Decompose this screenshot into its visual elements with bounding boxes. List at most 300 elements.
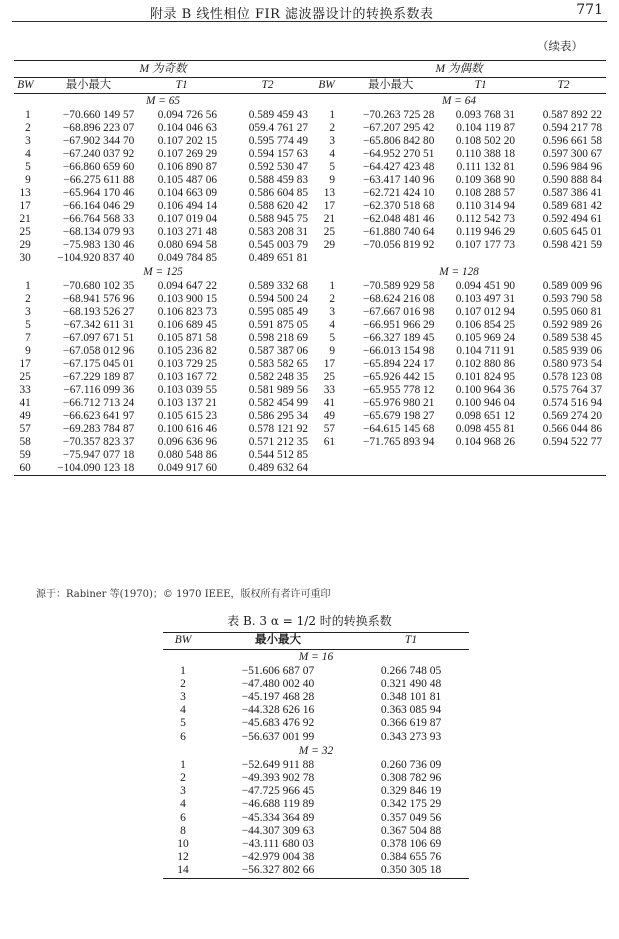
odd-t2-cell: 0.589 332 68 — [248, 279, 309, 292]
source-note: 源于：Rabiner 等(1970)；© 1970 IEEE，版权所有者许可重印 — [36, 589, 331, 600]
even-minimax-cell: −67.207 295 42 — [363, 121, 435, 134]
t3-table-row — [163, 798, 469, 811]
even-bw-cell: 61 — [323, 435, 336, 448]
t3-minimax-cell: −44.328 626 16 — [241, 704, 315, 717]
odd-t1-cell: 0.106 890 87 — [157, 160, 218, 173]
odd-t1-cell: 0.106 823 73 — [157, 305, 218, 318]
t3-t1-cell: 0.363 085 94 — [380, 704, 442, 717]
even-t2-cell: 0.587 892 22 — [542, 108, 602, 121]
odd-t1-cell: 0.105 615 23 — [157, 409, 218, 422]
t3-bw-cell: 8 — [180, 824, 186, 837]
col-t1: T1 — [440, 78, 521, 94]
even-minimax-cell: −70.263 725 28 — [363, 108, 435, 121]
t3-t1-cell: 0.343 273 93 — [380, 730, 442, 743]
odd-t2-cell: 059.4 761 27 — [248, 121, 309, 134]
table-row — [14, 410, 606, 423]
odd-t1-cell: 0.105 236 82 — [157, 344, 218, 357]
t3-t1-cell: 0.342 175 29 — [380, 798, 442, 811]
table-b3 — [163, 632, 469, 879]
odd-t2-cell: 0.588 459 83 — [248, 173, 309, 186]
odd-t1-cell: 0.105 487 06 — [157, 173, 218, 186]
even-bw-cell — [312, 252, 341, 265]
odd-minimax-cell: −66.623 641 97 — [62, 409, 135, 422]
table-row — [14, 148, 606, 161]
table-row — [14, 280, 606, 293]
even-minimax-cell: −65.679 198 27 — [363, 409, 435, 422]
t3-table-row — [163, 812, 469, 825]
odd-t1-cell: 0.080 694 58 — [157, 238, 218, 251]
odd-t2-cell: 0.489 651 81 — [248, 251, 309, 264]
odd-minimax-cell: −66.764 568 33 — [62, 212, 135, 225]
t3-minimax-cell: −56.327 802 66 — [203, 864, 353, 878]
t3-bw-cell: 1 — [180, 758, 186, 771]
even-t2-cell: 0.594 217 78 — [542, 121, 602, 134]
odd-t1-cell: 0.049 784 85 — [157, 251, 218, 264]
t3-table-row — [163, 691, 469, 704]
odd-t1-cell: 0.106 689 45 — [157, 318, 218, 331]
even-t2-cell: 0.596 984 96 — [542, 160, 602, 173]
odd-t2-cell: 0.544 512 85 — [248, 448, 309, 461]
even-t2-cell: 0.597 300 67 — [542, 147, 602, 160]
even-t2-cell: 0.590 888 84 — [542, 173, 602, 186]
t3-m-value: M = 16 — [298, 650, 334, 663]
odd-minimax-cell: −68.134 079 93 — [62, 225, 135, 238]
even-minimax-cell: −70.589 929 58 — [363, 279, 435, 292]
t3-minimax-cell: −46.688 119 89 — [241, 798, 315, 811]
odd-t1-cell: 0.094 647 22 — [157, 279, 218, 292]
even-minimax-cell: −65.955 778 12 — [363, 383, 435, 396]
odd-minimax-cell: −67.097 671 51 — [62, 331, 135, 344]
even-minimax-cell: −63.417 140 96 — [363, 173, 435, 186]
even-minimax-cell — [341, 252, 440, 265]
odd-bw-cell: 57 — [19, 422, 31, 435]
even-bw-cell: 4 — [329, 147, 336, 160]
table-row — [14, 423, 606, 436]
odd-minimax-cell: −104.090 123 18 — [37, 462, 140, 476]
even-minimax-cell: −64.952 270 51 — [363, 147, 435, 160]
odd-t1-cell: 0.080 548 86 — [157, 448, 218, 461]
even-bw-cell — [312, 449, 341, 462]
t3-minimax-cell: −42.979 004 38 — [241, 851, 315, 864]
t3-m-subheader-row — [163, 650, 469, 665]
even-minimax-cell: −61.880 740 64 — [363, 225, 435, 238]
m-subheader-row — [14, 94, 606, 109]
t3-table-row — [163, 785, 469, 798]
t3-t1-cell: 0.357 049 56 — [380, 811, 442, 824]
t3-col-bw: BW — [163, 633, 203, 650]
col-t2: T2 — [521, 78, 606, 94]
odd-t1-cell: 0.104 663 09 — [157, 186, 218, 199]
odd-minimax-cell: −67.902 344 70 — [62, 134, 135, 147]
table-row — [14, 332, 606, 345]
even-t1-cell: 0.104 119 87 — [456, 121, 516, 134]
even-bw-cell: 25 — [323, 370, 336, 383]
odd-m-heading: M 为奇数 — [14, 61, 312, 78]
t3-minimax-cell: −45.334 364 89 — [241, 811, 315, 824]
even-bw-cell: 25 — [323, 225, 336, 238]
even-minimax-cell: −65.806 842 80 — [363, 134, 435, 147]
odd-bw-cell: 58 — [19, 435, 31, 448]
even-bw-cell: 21 — [323, 212, 336, 225]
odd-minimax-cell: −68.941 576 96 — [62, 292, 135, 305]
odd-bw-cell: 7 — [25, 331, 31, 344]
odd-t2-cell: 0.583 208 31 — [248, 225, 309, 238]
even-bw-cell: 17 — [323, 357, 336, 370]
even-bw-cell: 2 — [329, 292, 336, 305]
even-t1-cell: 0.110 388 18 — [456, 147, 516, 160]
t3-bw-cell: 5 — [180, 717, 186, 730]
even-minimax-cell — [341, 462, 440, 476]
t3-bw-cell: 3 — [180, 785, 186, 798]
odd-t2-cell: 0.592 530 47 — [248, 160, 309, 173]
table-row — [14, 358, 606, 371]
even-t2-cell — [521, 252, 606, 265]
even-t2-cell — [521, 462, 606, 476]
table-b3-title: 表 B. 3 α = 1/2 时的转换系数 — [227, 614, 392, 628]
even-minimax-cell: −62.370 518 68 — [363, 199, 435, 212]
even-t1-cell — [440, 449, 521, 462]
odd-minimax-cell: −69.283 784 87 — [62, 422, 135, 435]
odd-bw-cell: 25 — [19, 370, 31, 383]
t3-bw-cell: 6 — [180, 730, 186, 743]
odd-t1-cell: 0.103 039 55 — [157, 383, 218, 396]
t3-table-row — [163, 731, 469, 744]
even-t2-cell: 0.595 060 81 — [542, 305, 602, 318]
odd-t2-cell: 0.595 774 49 — [248, 134, 309, 147]
even-t1-cell — [440, 252, 521, 265]
even-t1-cell: 0.104 968 26 — [455, 435, 516, 448]
even-t2-cell — [521, 449, 606, 462]
odd-t1-cell: 0.105 871 58 — [157, 331, 218, 344]
odd-bw-cell: 17 — [19, 357, 31, 370]
t3-table-row — [163, 864, 469, 878]
table-row — [14, 319, 606, 332]
even-bw-cell: 2 — [329, 121, 336, 134]
even-minimax-cell: −66.951 966 29 — [363, 318, 435, 331]
t3-table-row — [163, 759, 469, 772]
t3-bw-cell: 4 — [180, 704, 186, 717]
even-t2-cell: 0.589 681 42 — [542, 199, 602, 212]
even-t1-cell: 0.098 455 81 — [455, 422, 516, 435]
transition-coefficients-table — [14, 60, 606, 476]
even-m-heading: M 为偶数 — [312, 61, 606, 78]
t3-minimax-cell: −45.683 476 92 — [241, 717, 315, 730]
odd-t1-cell: 0.104 046 63 — [157, 121, 218, 134]
odd-bw-cell: 13 — [19, 186, 31, 199]
even-t1-cell: 0.108 288 57 — [455, 186, 516, 199]
odd-minimax-cell: −70.357 823 37 — [62, 435, 135, 448]
even-t2-cell: 0.578 123 08 — [542, 370, 602, 383]
odd-bw-cell: 9 — [25, 344, 31, 357]
even-t2-cell: 0.589 009 96 — [542, 279, 602, 292]
odd-bw-cell: 9 — [25, 173, 31, 186]
even-t1-cell: 0.098 651 12 — [455, 409, 516, 422]
t3-col-t1: T1 — [353, 633, 469, 650]
table-row — [14, 306, 606, 319]
odd-t1-cell: 0.107 202 15 — [157, 134, 218, 147]
even-bw-cell: 3 — [329, 134, 336, 147]
t3-t1-cell: 0.384 655 76 — [380, 851, 442, 864]
t3-m-value: M = 32 — [298, 744, 334, 757]
col-t1: T1 — [140, 78, 223, 94]
t3-minimax-cell: −49.393 902 78 — [241, 771, 315, 784]
col-minimax: 最小最大 — [37, 78, 140, 94]
odd-minimax-cell: −67.240 037 92 — [62, 147, 135, 160]
odd-t1-cell: 0.107 019 04 — [157, 212, 218, 225]
t3-m-subheader-row — [163, 744, 469, 759]
odd-t2-cell: 0.598 218 69 — [248, 331, 309, 344]
t3-table-row — [163, 825, 469, 838]
odd-minimax-cell: −67.229 189 87 — [62, 370, 135, 383]
even-t2-cell: 0.574 516 94 — [542, 396, 602, 409]
even-t1-cell: 0.102 880 86 — [455, 357, 516, 370]
even-t1-cell: 0.101 824 95 — [455, 370, 516, 383]
odd-minimax-cell: −67.175 045 01 — [62, 357, 135, 370]
odd-t2-cell: 0.582 454 99 — [248, 396, 309, 409]
even-t1-cell — [440, 462, 521, 476]
table-row — [14, 187, 606, 200]
even-minimax-cell: −71.765 893 94 — [363, 435, 435, 448]
even-bw-cell: 9 — [329, 173, 336, 186]
table-row — [14, 109, 606, 122]
even-t2-cell: 0.589 538 45 — [542, 331, 602, 344]
even-bw-cell: 57 — [323, 422, 336, 435]
odd-bw-cell: 21 — [19, 212, 31, 225]
table-row — [14, 384, 606, 397]
odd-t2-cell: 0.586 295 34 — [248, 409, 309, 422]
odd-m-value: M = 125 — [143, 265, 183, 278]
table-row — [14, 226, 606, 239]
even-minimax-cell: −64.427 423 48 — [363, 160, 435, 173]
odd-t2-cell: 0.591 875 05 — [248, 318, 309, 331]
even-t2-cell: 0.594 522 77 — [542, 435, 602, 448]
even-t2-cell: 0.587 386 41 — [542, 186, 602, 199]
t3-minimax-cell: −47.725 966 45 — [241, 785, 315, 798]
odd-minimax-cell: −67.116 099 36 — [63, 383, 135, 396]
odd-t1-cell: 0.049 917 60 — [140, 462, 223, 476]
even-bw-cell: 5 — [329, 331, 336, 344]
odd-minimax-cell: −75.983 130 46 — [62, 238, 135, 251]
table-row — [14, 371, 606, 384]
odd-bw-cell: 25 — [19, 225, 31, 238]
even-bw-cell: 1 — [329, 279, 336, 292]
col-bw: BW — [312, 78, 341, 94]
odd-bw-cell: 4 — [25, 147, 31, 160]
odd-t1-cell: 0.103 900 15 — [157, 292, 218, 305]
t3-table-row — [163, 665, 469, 678]
odd-bw-cell: 5 — [25, 318, 31, 331]
table-row — [14, 252, 606, 265]
table-row — [14, 161, 606, 174]
odd-t2-cell: 0.582 248 35 — [248, 370, 309, 383]
even-minimax-cell: −67.667 016 98 — [363, 305, 435, 318]
odd-t2-cell: 0.589 459 43 — [248, 108, 309, 121]
t3-bw-cell: 6 — [180, 811, 186, 824]
even-bw-cell: 3 — [329, 305, 336, 318]
odd-minimax-cell: −68.896 223 07 — [62, 121, 135, 134]
odd-t1-cell: 0.103 137 21 — [157, 396, 218, 409]
odd-t2-cell: 0.588 945 75 — [248, 212, 309, 225]
even-m-value: M = 128 — [439, 265, 479, 278]
even-t2-cell: 0.580 973 54 — [542, 357, 602, 370]
odd-minimax-cell: −70.680 102 35 — [62, 279, 135, 292]
page-number: 771 — [576, 2, 603, 18]
even-t1-cell: 0.093 768 31 — [455, 108, 516, 121]
even-bw-cell: 49 — [323, 409, 336, 422]
page-header — [0, 0, 619, 22]
t3-t1-cell: 0.308 782 96 — [380, 771, 442, 784]
t3-minimax-cell: −51.606 687 07 — [241, 664, 315, 677]
t3-t1-cell: 0.348 101 81 — [380, 690, 442, 703]
even-t1-cell: 0.094 451 90 — [455, 279, 516, 292]
t3-bw-cell: 2 — [180, 771, 186, 784]
odd-minimax-cell: −104.920 837 40 — [57, 251, 135, 264]
odd-t1-cell: 0.094 726 56 — [157, 108, 218, 121]
t3-minimax-cell: −45.197 468 28 — [241, 690, 315, 703]
even-t1-cell: 0.100 964 36 — [455, 383, 516, 396]
even-t1-cell: 0.106 854 25 — [455, 318, 516, 331]
odd-t2-cell: 0.588 620 42 — [248, 199, 309, 212]
column-header-row — [14, 78, 606, 94]
even-t2-cell: 0.596 661 58 — [542, 134, 602, 147]
even-bw-cell: 13 — [323, 186, 336, 199]
odd-t1-cell: 0.100 616 46 — [157, 422, 218, 435]
t3-t1-cell: 0.266 748 05 — [380, 664, 442, 677]
even-bw-cell: 4 — [329, 318, 336, 331]
col-bw: BW — [14, 78, 37, 94]
odd-minimax-cell: −68.193 526 27 — [62, 305, 135, 318]
t3-bw-cell: 4 — [180, 798, 186, 811]
odd-t2-cell: 0.571 212 35 — [248, 435, 309, 448]
even-t2-cell: 0.585 939 06 — [542, 344, 602, 357]
table-row — [14, 462, 606, 476]
m-subheader-row — [14, 265, 606, 280]
t3-bw-cell: 2 — [180, 677, 186, 690]
even-minimax-cell: −70.056 819 92 — [363, 238, 435, 251]
odd-minimax-cell: −66.275 611 88 — [63, 173, 135, 186]
odd-t1-cell: 0.103 271 48 — [157, 225, 218, 238]
even-t1-cell: 0.109 368 90 — [455, 173, 516, 186]
t3-bw-cell: 14 — [163, 864, 203, 878]
odd-minimax-cell: −66.712 713 24 — [62, 396, 135, 409]
col-t2: T2 — [223, 78, 312, 94]
even-t2-cell: 0.598 421 59 — [542, 238, 602, 251]
odd-bw-cell: 3 — [25, 305, 31, 318]
odd-bw-cell: 33 — [19, 383, 31, 396]
t3-minimax-cell: −56.637 001 99 — [241, 730, 315, 743]
odd-t2-cell: 0.583 582 65 — [248, 357, 309, 370]
even-t2-cell: 0.605 645 01 — [542, 225, 602, 238]
even-t1-cell: 0.119 946 29 — [456, 225, 516, 238]
table-row — [14, 239, 606, 252]
header-rule — [12, 21, 607, 22]
odd-t2-cell: 0.581 989 56 — [248, 383, 309, 396]
even-t1-cell: 0.112 542 73 — [456, 212, 516, 225]
odd-bw-cell: 1 — [25, 108, 31, 121]
even-minimax-cell — [341, 449, 440, 462]
odd-m-value: M = 65 — [146, 94, 181, 107]
even-minimax-cell: −68.624 216 08 — [363, 292, 435, 305]
odd-bw-cell: 29 — [19, 238, 31, 251]
even-m-value: M = 64 — [442, 94, 477, 107]
even-t1-cell: 0.110 314 94 — [456, 199, 516, 212]
odd-bw-cell: 1 — [25, 279, 31, 292]
t3-table-row — [163, 772, 469, 785]
t3-table-row — [163, 851, 469, 864]
t3-bw-cell: 12 — [177, 851, 189, 864]
odd-bw-cell: 17 — [19, 199, 31, 212]
even-t1-cell: 0.107 177 73 — [455, 238, 516, 251]
continued-label: （续表） — [537, 39, 583, 53]
t3-table-row — [163, 704, 469, 717]
even-minimax-cell: −66.013 154 98 — [363, 344, 435, 357]
table-row — [14, 174, 606, 187]
t3-minimax-cell: −52.649 911 88 — [241, 758, 315, 771]
odd-bw-cell: 30 — [19, 251, 31, 264]
table-row — [14, 213, 606, 226]
even-minimax-cell: −62.048 481 46 — [363, 212, 435, 225]
even-minimax-cell: −64.615 145 68 — [363, 422, 435, 435]
odd-minimax-cell: −65.964 170 46 — [62, 186, 135, 199]
even-t1-cell: 0.107 012 94 — [455, 305, 516, 318]
odd-bw-cell: 41 — [19, 396, 31, 409]
odd-t2-cell: 0.545 003 79 — [248, 238, 309, 251]
t3-t1-cell: 0.366 619 87 — [380, 717, 442, 730]
odd-t1-cell: 0.107 269 29 — [157, 147, 218, 160]
odd-minimax-cell: −67.342 611 31 — [63, 318, 135, 331]
odd-minimax-cell: −75.947 077 18 — [62, 448, 135, 461]
even-bw-cell: 1 — [329, 108, 336, 121]
even-minimax-cell: −65.926 442 15 — [363, 370, 435, 383]
odd-t1-cell: 0.106 494 14 — [157, 199, 218, 212]
odd-bw-cell: 5 — [25, 160, 31, 173]
even-t1-cell: 0.108 502 20 — [455, 134, 516, 147]
t3-t1-cell: 0.321 490 48 — [380, 677, 442, 690]
even-t1-cell: 0.105 969 24 — [455, 331, 516, 344]
even-bw-cell: 17 — [323, 199, 336, 212]
t3-col-minimax: 最小最大 — [203, 633, 353, 650]
t3-t1-cell: 0.350 305 18 — [353, 864, 469, 878]
t3-t1-cell: 0.329 846 19 — [380, 785, 442, 798]
t3-bw-cell: 1 — [180, 664, 186, 677]
odd-bw-cell: 60 — [14, 462, 37, 476]
table-row — [14, 293, 606, 306]
col-minimax: 最小最大 — [341, 78, 440, 94]
even-t2-cell: 0.569 274 20 — [542, 409, 602, 422]
even-minimax-cell: −65.894 224 17 — [363, 357, 435, 370]
odd-minimax-cell: −66.164 046 29 — [62, 199, 135, 212]
t3-header-row — [163, 633, 469, 650]
odd-t2-cell: 0.489 632 64 — [223, 462, 312, 476]
even-minimax-cell: −65.976 980 21 — [363, 396, 435, 409]
odd-t2-cell: 0.594 500 24 — [248, 292, 309, 305]
odd-t2-cell: 0.595 085 49 — [248, 305, 309, 318]
t3-minimax-cell: −43.111 680 03 — [242, 837, 314, 850]
table-row — [14, 135, 606, 148]
even-bw-cell: 33 — [323, 383, 336, 396]
odd-t1-cell: 0.103 167 72 — [157, 370, 218, 383]
odd-bw-cell: 2 — [25, 121, 31, 134]
even-t1-cell: 0.104 711 91 — [456, 344, 516, 357]
table-row — [14, 436, 606, 449]
odd-minimax-cell: −66.860 659 60 — [62, 160, 135, 173]
odd-t2-cell: 0.594 157 63 — [248, 147, 309, 160]
even-t1-cell: 0.103 497 31 — [455, 292, 516, 305]
table-row — [14, 345, 606, 358]
odd-minimax-cell: −67.058 012 96 — [62, 344, 135, 357]
t3-t1-cell: 0.260 736 09 — [380, 758, 442, 771]
even-bw-cell — [312, 462, 341, 476]
